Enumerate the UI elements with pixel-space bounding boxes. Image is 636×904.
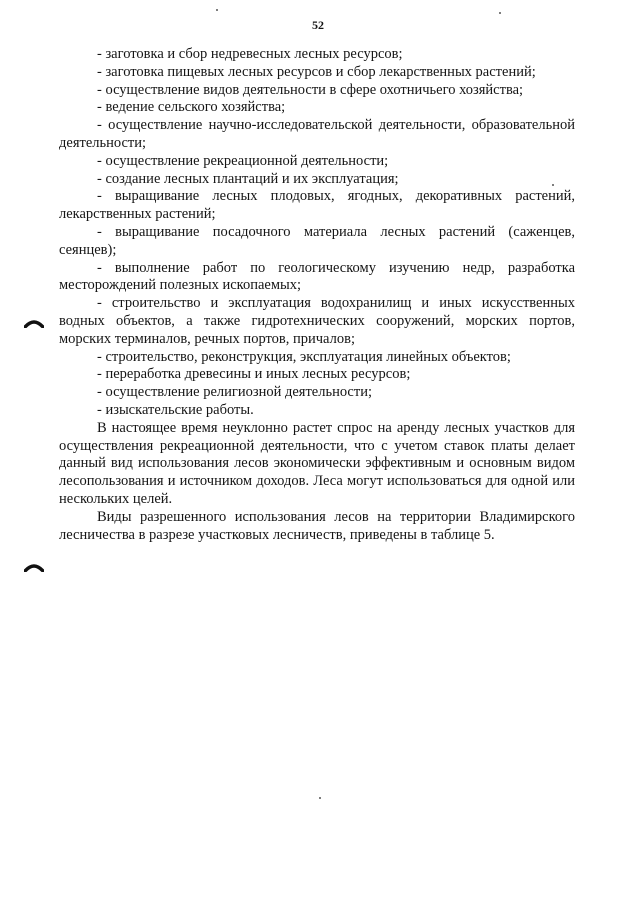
body-paragraph: Виды разрешенного использования лесов на территории Владимирского лесничества в разрезе участковых лесничеств, приведены в таблице 5. [59,508,575,543]
list-item: - изыскательские работы. [97,401,254,418]
list-item: - создание лесных плантаций и их эксплуатация; [97,170,399,187]
list-item: - выполнение работ по геологическому изучению недр, разработка месторождений полезных ископаемых; [59,259,575,294]
list-item: - осуществление рекреационной деятельности; [97,152,389,169]
list-item: - осуществление видов деятельности в сфере охотничьего хозяйства; [97,81,524,98]
binding-hole-mark [24,562,44,572]
document-body [59,46,575,544]
binding-hole-mark [24,318,44,328]
dust-speck [319,797,321,799]
list-item: - выращивание лесных плодовых, ягодных, декоративных растений, лекарственных растений; [59,188,575,223]
dust-speck [552,184,554,186]
list-item: - заготовка и сбор недревесных лесных ресурсов; [97,46,403,62]
dust-speck [216,9,218,11]
list-item: - строительство, реконструкция, эксплуатация линейных объектов; [97,348,511,365]
page-number: 52 [312,18,324,32]
dust-speck [499,12,501,14]
list-item: - выращивание посадочного материала лесных растений (саженцев, сеянцев); [59,223,575,258]
list-item: - ведение сельского хозяйства; [97,99,286,116]
body-paragraph: В настоящее время неуклонно растет спрос на аренду лесных участков для осуществления рекреационной деятельности, что с учетом ставок платы делает данный вид использования лесов экономически эффективным и основным видом лесопользования и источником доходов. Леса могут использоваться для одной или нескольких целей. [59,419,575,507]
list-item: - осуществление научно-исследовательской деятельности, образовательной деятельности; [59,117,575,151]
list-item: - строительство и эксплуатация водохранилищ и иных искусственных водных объектов, а также гидротехнических сооружений, морских портов, морских терминалов, речных портов, причалов; [59,295,575,347]
list-item: - переработка древесины и иных лесных ресурсов; [97,366,411,383]
list-item: - осуществление религиозной деятельности; [97,384,372,401]
list-item: - заготовка пищевых лесных ресурсов и сбор лекарственных растений; [97,63,536,80]
